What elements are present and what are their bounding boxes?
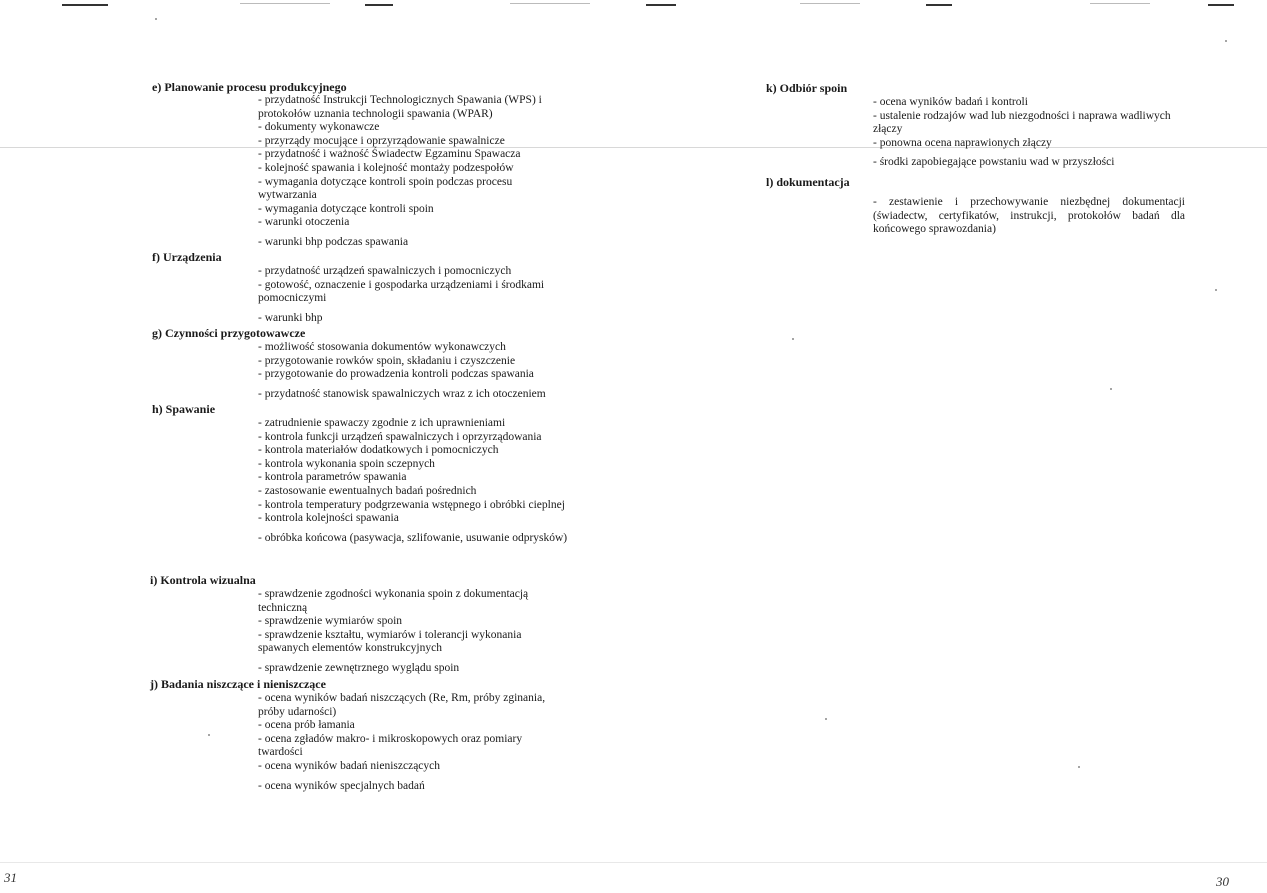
scan-dust xyxy=(1225,40,1227,42)
list-item: - kolejność spawania i kolejność montaży podzespołów xyxy=(258,161,514,174)
scan-artifact xyxy=(510,3,590,4)
section-heading-f: f) Urządzenia xyxy=(152,250,222,264)
scan-dust xyxy=(208,734,210,736)
list-item: - obróbka końcowa (pasywacja, szlifowanie, usuwanie odprysków) xyxy=(258,531,568,544)
list-item: - wymagania dotyczące kontroli spoin podczas procesu wytwarzania xyxy=(258,175,513,202)
page-number-left: 31 xyxy=(4,870,17,885)
section-heading-l: l) dokumentacja xyxy=(766,175,850,189)
list-item: - kontrola materiałów dodatkowych i pomocniczych xyxy=(258,444,499,457)
scan-artifact xyxy=(646,4,676,6)
scan-line xyxy=(0,862,1267,863)
section-heading-j: j) Badania niszczące i nieniszczące xyxy=(150,677,326,691)
list-item: - zatrudnienie spawaczy zgodnie z ich uprawnieniami xyxy=(258,417,506,429)
scan-artifact xyxy=(365,4,393,6)
list-item: - przydatność stanowisk spawalniczych wraz z ich otoczeniem xyxy=(258,387,546,400)
scan-dust xyxy=(825,718,827,720)
section-list-g xyxy=(258,341,568,401)
scan-artifact xyxy=(1208,4,1234,6)
scan-dust xyxy=(155,18,157,20)
list-item: - ocena zgładów makro- i mikroskopowych oraz pomiary twardości xyxy=(258,732,523,759)
list-item: - kontrola kolejności spawania xyxy=(258,512,399,525)
list-item: - ustalenie rodzajów wad lub niezgodności i naprawa wadliwych złączy xyxy=(873,109,1171,136)
list-item: - kontrola parametrów spawania xyxy=(258,471,407,484)
list-item: - przydatność urządzeń spawalniczych i pomocniczych xyxy=(258,265,512,277)
list-item: - sprawdzenie zewnętrznego wyglądu spoin xyxy=(258,661,460,674)
list-item: - przygotowanie rowków spoin, składaniu i czyszczenie xyxy=(258,354,516,367)
list-item: - warunki otoczenia xyxy=(258,216,350,229)
list-item: - zestawienie i przechowywanie niezbędnej dokumentacji (świadectw, certyfikatów, instrukcji, protokołów badań dla końcowego sprawozdania) xyxy=(873,196,1185,236)
section-list-e xyxy=(258,94,568,250)
list-item: - kontrola funkcji urządzeń spawalniczych i oprzyrządowania xyxy=(258,430,542,443)
list-item: - przygotowanie do prowadzenia kontroli podczas spawania xyxy=(258,368,534,381)
section-heading-e: e) Planowanie procesu produkcyjnego xyxy=(152,80,347,94)
list-item: - zastosowanie ewentualnych badań pośrednich xyxy=(258,484,477,497)
scan-artifact xyxy=(240,3,330,4)
scan-artifact xyxy=(62,4,108,6)
list-item: - ocena prób łamania xyxy=(258,719,355,732)
list-item: - warunki bhp podczas spawania xyxy=(258,235,409,248)
list-item: - sprawdzenie wymiarów spoin xyxy=(258,615,403,628)
scan-dust xyxy=(792,338,794,340)
list-item: - sprawdzenie zgodności wykonania spoin z dokumentacją techniczną xyxy=(258,588,529,614)
section-heading-h: h) Spawanie xyxy=(152,402,216,416)
section-heading-i: i) Kontrola wizualna xyxy=(150,573,256,587)
page-number-right: 30 xyxy=(1216,874,1229,889)
scan-artifact xyxy=(926,4,952,6)
list-item: - ocena wyników specjalnych badań xyxy=(258,779,425,792)
list-item: - kontrola temperatury podgrzewania wstępnego i obróbki cieplnej xyxy=(258,498,565,511)
section-list-i xyxy=(258,588,568,676)
list-item: - dokumenty wykonawcze xyxy=(258,121,380,134)
list-item: - przydatność i ważność Świadectw Egzaminu Spawacza xyxy=(258,148,521,161)
section-list-f xyxy=(258,265,568,325)
section-heading-g: g) Czynności przygotowawcze xyxy=(152,326,306,340)
list-item: - kontrola wykonania spoin sczepnych xyxy=(258,457,435,470)
list-item: - ocena wyników badań i kontroli xyxy=(873,96,1028,108)
scan-dust xyxy=(1110,388,1112,390)
section-heading-k: k) Odbiór spoin xyxy=(766,81,848,95)
section-list-l xyxy=(873,196,1185,237)
list-item: - przyrządy mocujące i oprzyrządowanie spawalnicze xyxy=(258,134,505,147)
scan-artifact xyxy=(800,3,860,4)
section-list-j xyxy=(258,692,568,793)
list-item: - środki zapobiegające powstaniu wad w przyszłości xyxy=(873,156,1115,169)
list-item: - wymagania dotyczące kontroli spoin xyxy=(258,202,434,215)
list-item: - przydatność Instrukcji Technologicznych Spawania (WPS) i protokołów uznania technologii spawania (WPAR) xyxy=(258,94,542,120)
scan-dust xyxy=(1215,289,1217,291)
section-list-h xyxy=(258,417,568,545)
list-item: - możliwość stosowania dokumentów wykonawczych xyxy=(258,341,506,353)
list-item: - warunki bhp xyxy=(258,311,323,324)
list-item: - gotowość, oznaczenie i gospodarka urządzeniami i środkami pomocniczymi xyxy=(258,278,545,305)
list-item: - ponowna ocena naprawionych złączy xyxy=(873,136,1052,149)
list-item: - ocena wyników badań niszczących (Re, Rm, próby zginania, próby udarności) xyxy=(258,692,546,718)
list-item: - sprawdzenie kształtu, wymiarów i tolerancji wykonania spawanych elementów konstrukcyjnych xyxy=(258,628,522,655)
list-item: - ocena wyników badań nieniszczących xyxy=(258,759,441,772)
scan-dust xyxy=(1078,766,1080,768)
scan-artifact xyxy=(1090,3,1150,4)
section-list-k xyxy=(873,96,1185,170)
